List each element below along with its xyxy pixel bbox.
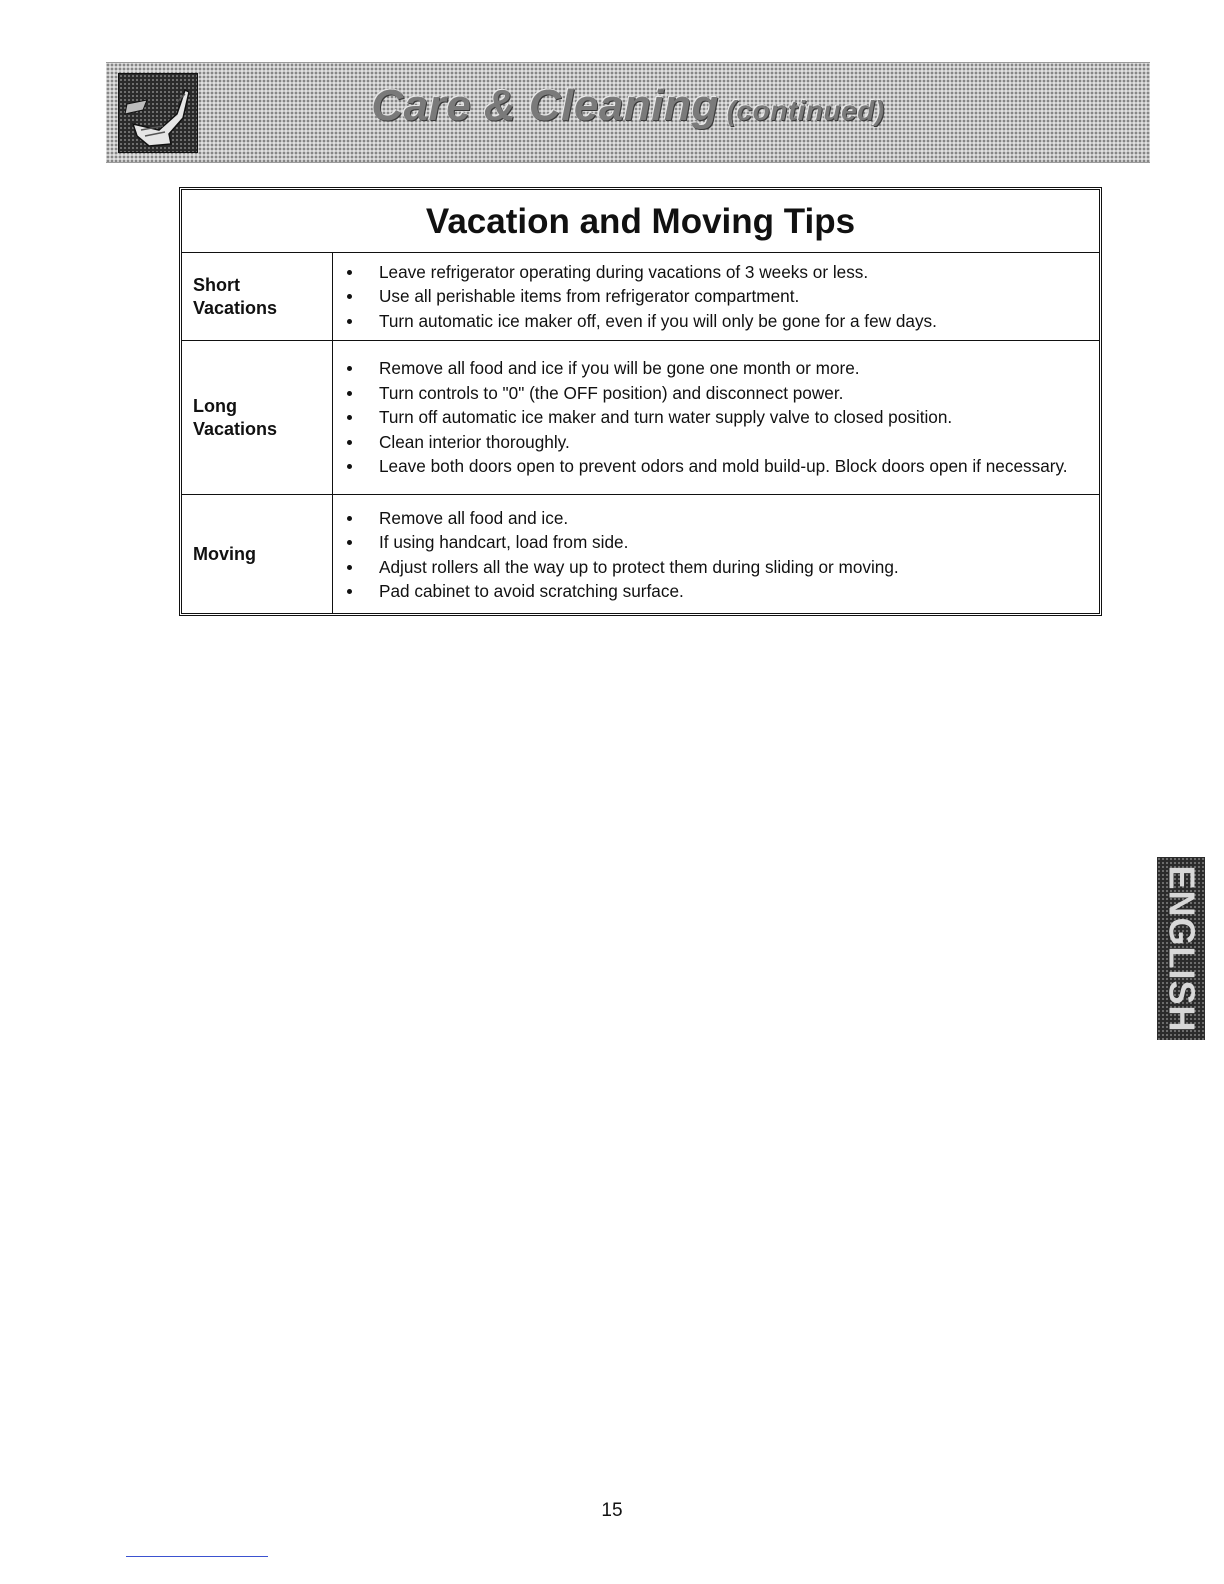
tips-list xyxy=(333,341,1099,494)
tip-item: Turn automatic ice maker off, even if you will only be gone for a few days. xyxy=(333,309,1099,334)
tips-row-label xyxy=(182,341,333,494)
tip-item: Turn controls to "0" (the OFF position) and disconnect power. xyxy=(333,381,1099,406)
tip-item: Adjust rollers all the way up to protect them during sliding or moving. xyxy=(333,555,1099,580)
tips-row-label xyxy=(182,253,333,340)
tips-row-long-vacations xyxy=(182,341,1099,495)
page-number: 15 xyxy=(601,1500,623,1521)
language-side-tab xyxy=(1157,857,1205,1040)
tips-list xyxy=(333,253,1099,340)
language-side-tab-label: ENGLISH xyxy=(1161,864,1203,1033)
section-title-main: Care & Cleaning xyxy=(371,81,719,130)
tips-row-label-text: Short Vacations xyxy=(193,274,278,318)
tip-item: Pad cabinet to avoid scratching surface. xyxy=(333,579,1099,604)
section-title-continued: (continued) xyxy=(726,95,885,126)
section-header-banner xyxy=(106,62,1150,163)
tip-item: Leave refrigerator operating during vacations of 3 weeks or less. xyxy=(333,260,1099,285)
tips-row-label xyxy=(182,495,333,614)
tips-table-title: Vacation and Moving Tips xyxy=(182,190,1099,253)
tip-item: Use all perishable items from refrigerator compartment. xyxy=(333,284,1099,309)
vacation-moving-tips-table xyxy=(179,187,1102,616)
tip-item: Clean interior thoroughly. xyxy=(333,430,1099,455)
tip-item: Remove all food and ice. xyxy=(333,506,1099,531)
tips-row-label-text: Long Vacations xyxy=(193,395,278,439)
tip-item: Leave both doors open to prevent odors and mold build-up. Block doors open if necessary. xyxy=(333,454,1099,479)
tips-row-short-vacations xyxy=(182,253,1099,341)
tips-list xyxy=(333,495,1099,614)
tip-item: Remove all food and ice if you will be gone one month or more. xyxy=(333,356,1099,381)
section-title xyxy=(106,81,1150,131)
tip-item: If using handcart, load from side. xyxy=(333,530,1099,555)
footer-divider xyxy=(126,1556,268,1557)
tips-row-moving xyxy=(182,495,1099,614)
tips-row-label-text: Moving xyxy=(193,544,256,564)
tip-item: Turn off automatic ice maker and turn water supply valve to closed position. xyxy=(333,405,1099,430)
